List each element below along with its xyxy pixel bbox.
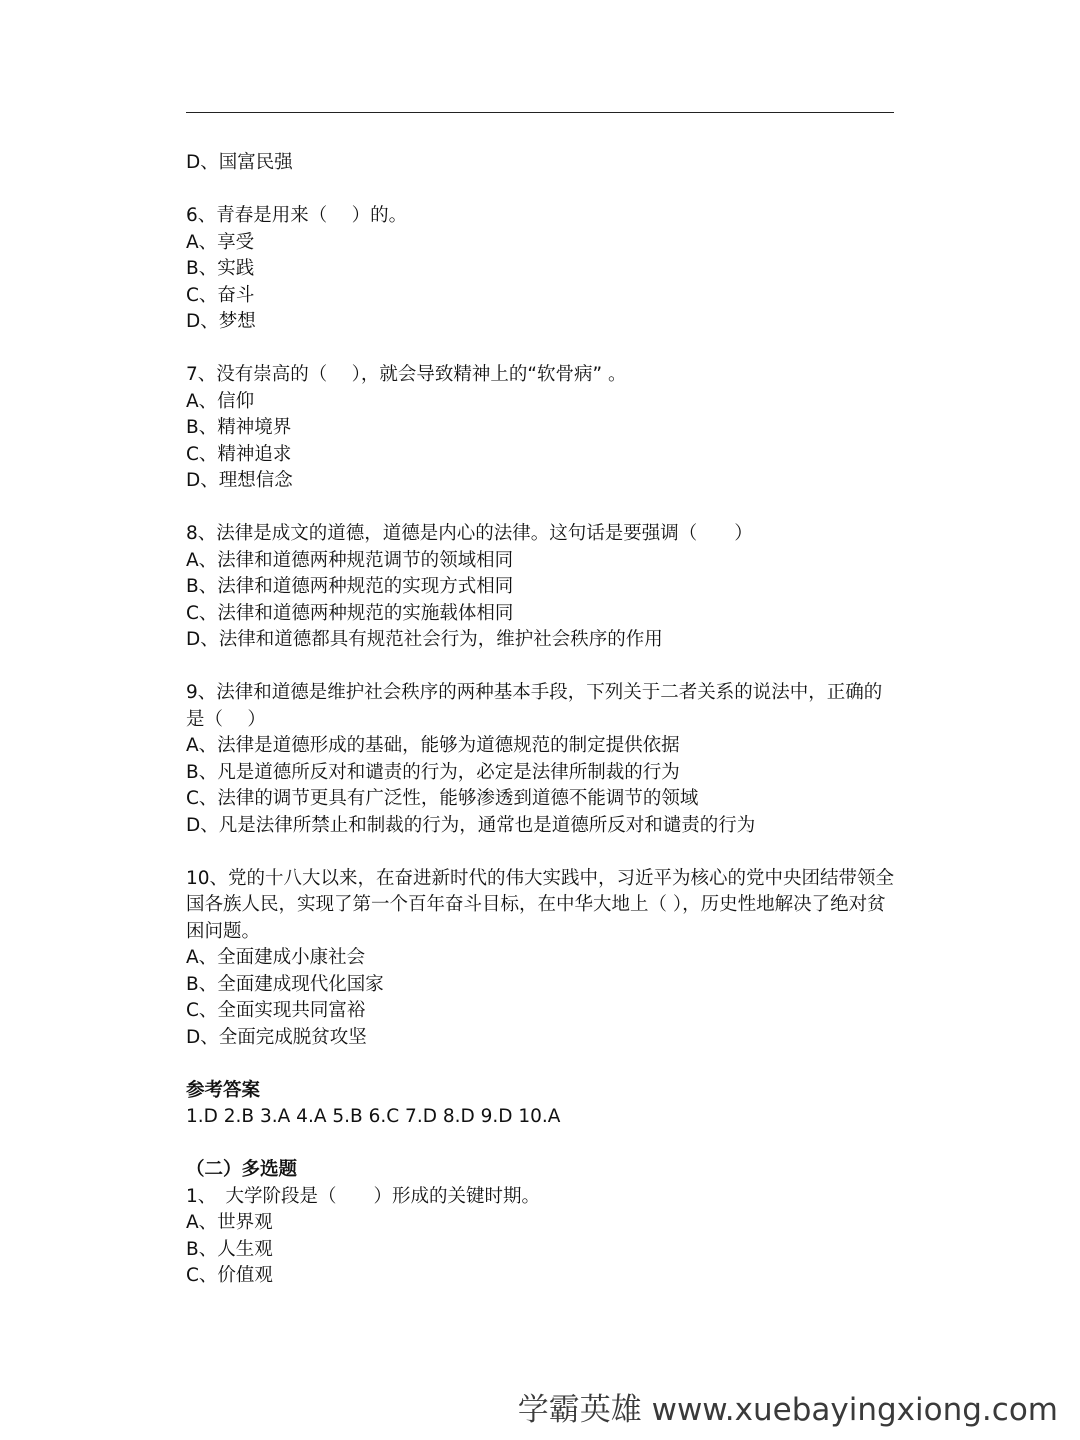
option-line: D、法律和道德都具有规范社会行为，维护社会秩序的作用 [186,629,663,650]
option-line: B、精神境界 [186,417,292,438]
document-body [186,150,896,1290]
header-rule [186,112,894,113]
multi-choice-section [186,1157,896,1290]
option-line: D、理想信念 [186,470,293,491]
option-line: B、全面建成现代化国家 [186,973,384,995]
question-8 [186,521,896,654]
option-line: A、法律是道德形成的基础，能够为道德规范的制定提供依据 [186,735,680,756]
section-heading: （二）多选题 [186,1159,298,1180]
question-6 [186,203,896,336]
option-line: C、法律和道德两种规范的实施载体相同 [186,602,514,624]
option-line: B、法律和道德两种规范的实现方式相同 [186,576,514,597]
option-line: D、国富民强 [186,152,293,173]
question-stem: 7、没有崇高的（ ），就会导致精神上的“软骨病” 。 [186,364,627,385]
question-stem: 9、法律和道德是维护社会秩序的两种基本手段，下列关于二者关系的说法中，正确的是（ ） [186,682,883,730]
option-line: B、人生观 [186,1238,273,1260]
question-stem: 6、青春是用来（ ）的。 [186,205,408,226]
option-line: D、凡是法律所禁止和制裁的行为，通常也是道德所反对和谴责的行为 [186,814,756,836]
question-10 [186,866,896,1052]
option-line: C、全面实现共同富裕 [186,1000,366,1021]
question-stem: 1、 大学阶段是（ ）形成的关键时期。 [186,1185,541,1207]
option-line: A、法律和道德两种规范调节的领域相同 [186,549,514,571]
option-line: C、法律的调节更具有广泛性，能够渗透到道德不能调节的领域 [186,788,699,809]
question-9 [186,680,896,839]
option-line: D、全面完成脱贫攻坚 [186,1026,367,1048]
question-7 [186,362,896,495]
question-stem: 10、党的十八大以来，在奋进新时代的伟大实践中，习近平为核心的党中央团结带领全国各族人民，实现了第一个百年奋斗目标，在中华大地上（ ），历史性地解决了绝对贫困问题。 [186,867,895,942]
answer-key-text: 1.D 2.B 3.A 4.A 5.B 6.C 7.D 8.D 9.D 10.A [186,1106,561,1127]
option-line: B、实践 [186,258,255,279]
option-line: C、价值观 [186,1265,273,1286]
option-line: B、凡是道德所反对和谴责的行为，必定是法律所制裁的行为 [186,761,680,783]
option-line: A、信仰 [186,390,255,412]
option-line: A、世界观 [186,1212,273,1233]
option-line: C、奋斗 [186,284,255,306]
question-stem: 8、法律是成文的道德，道德是内心的法律。这句话是要强调（ ） [186,523,753,544]
answer-key [186,1078,896,1131]
option-line: C、精神追求 [186,443,292,465]
answer-key-heading: 参考答案 [186,1079,261,1101]
option-line: A、享受 [186,231,255,253]
site-watermark: 学霸英雄 www.xuebayingxiong.com [517,1392,1058,1428]
option-line: D、梦想 [186,311,256,332]
option-line: A、全面建成小康社会 [186,947,366,968]
